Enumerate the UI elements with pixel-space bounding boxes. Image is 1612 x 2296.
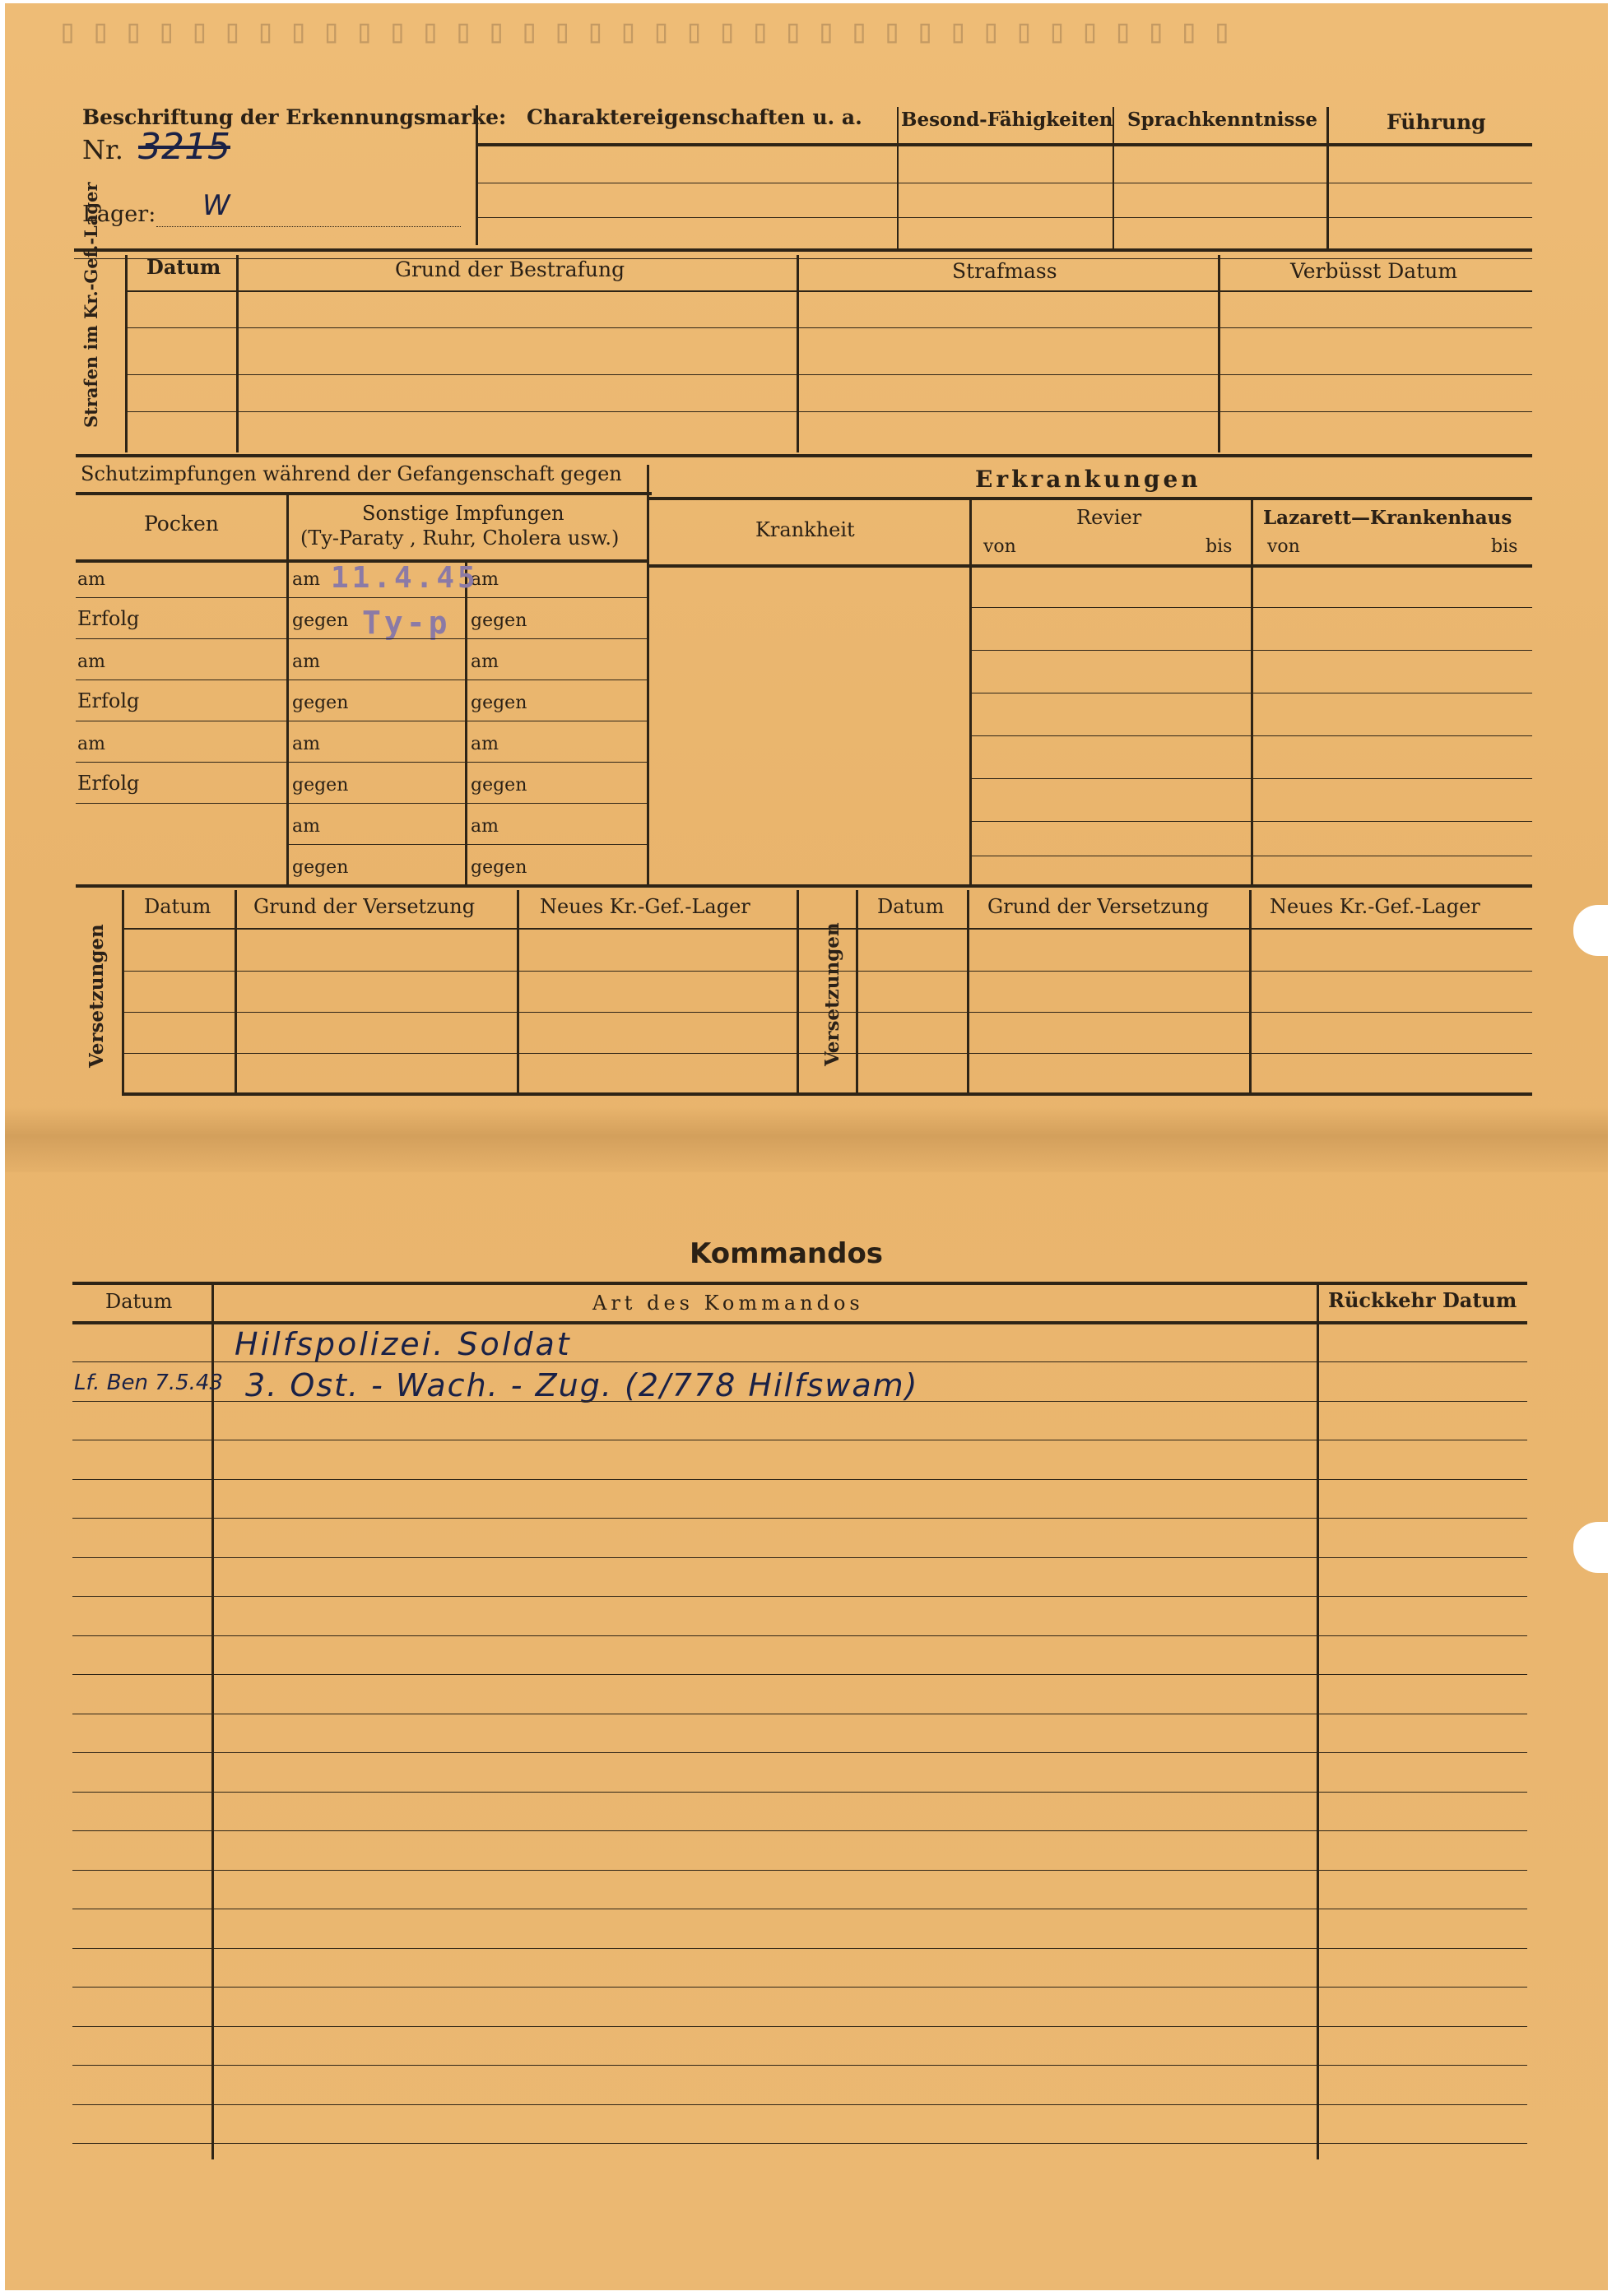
kommandos-row-line: [72, 1987, 1527, 1988]
sonstige-right-row-5: am: [471, 734, 499, 754]
kommandos-row-line: [72, 1596, 1527, 1597]
vers-right-grund: Grund der Versetzung: [987, 895, 1210, 918]
kommandos-row-line: [72, 1518, 1527, 1519]
kommandos-divider-1: [211, 1283, 214, 2159]
krankheit-header: Krankheit: [755, 518, 855, 541]
strafen-bottom-rule: [76, 454, 1532, 457]
sonstige-right-row-6: gegen: [471, 775, 527, 795]
kommandos-row-line: [72, 1870, 1527, 1871]
strafen-divider-1: [236, 255, 239, 452]
vers-right-datum: Datum: [877, 895, 945, 918]
sonstige-right-row-2: gegen: [471, 610, 527, 631]
vers-left-datum: Datum: [144, 895, 211, 918]
strafen-side-label: Strafen im Kr.-Gef.-Lager: [81, 182, 101, 428]
revier-header: Revier: [1076, 506, 1142, 529]
strafen-row-1: [125, 327, 1532, 328]
erkrankungen-header-bottom: [647, 564, 1532, 568]
erk-rule-1: [969, 607, 1532, 608]
top-divider-1: [476, 105, 478, 245]
sonstige-header-2: (Ty-Paraty , Ruhr, Cholera usw.): [300, 526, 620, 550]
vers-left-border-1: [122, 890, 124, 1096]
kommandos-divider-2: [1317, 1283, 1319, 2159]
erkrankungen-heading-rule: [647, 497, 1532, 500]
lazarett-header: Lazarett—Krankenhaus: [1263, 507, 1512, 529]
versetzungen-side-label-left: Versetzungen: [86, 924, 108, 1068]
vers-right-border-1: [856, 890, 858, 1096]
pocken-row-5: am: [77, 734, 105, 754]
sprach-header: Sprachkenntnisse: [1127, 109, 1318, 131]
sonstige-right-row-8: gegen: [471, 857, 527, 878]
strafen-grund-header: Grund der Bestrafung: [395, 257, 625, 281]
strafen-header-rule: [125, 290, 1532, 292]
kommandos-row-line: [72, 2143, 1527, 2144]
impfungen-heading: Schutzimpfungen während der Gefangenschaft gegen: [81, 462, 622, 485]
sonstige-mid-row-6: gegen: [292, 775, 349, 795]
vers-left-grund: Grund der Versetzung: [253, 895, 476, 918]
sonstige-right-row-1: am: [471, 569, 499, 590]
top-divider-2: [897, 107, 899, 251]
impf-section-bottom-rule: [76, 884, 1532, 888]
kommandos-datum-header: Datum: [105, 1290, 173, 1313]
vers-rule-3: [122, 1053, 1532, 1054]
sonstige-mid-row-5: am: [292, 734, 320, 754]
pocken-row-2: Erfolg: [77, 607, 140, 630]
sonstige-mid-row-2: gegen: [292, 610, 349, 631]
sonstige-right-row-3: am: [471, 652, 499, 672]
lazarett-bis: bis: [1491, 536, 1518, 557]
erk-rule-2: [969, 650, 1532, 651]
id-tag-heading: Beschriftung der Erkennungsmarke:: [82, 105, 507, 129]
kommandos-row-line: [72, 1752, 1527, 1753]
nr-label: Nr.: [82, 134, 123, 165]
erk-rule-6: [969, 821, 1532, 822]
impf-rule-5: [76, 762, 648, 763]
erkrankungen-divider-1: [969, 500, 972, 887]
impfungen-divider-1: [286, 494, 289, 887]
kommandos-row-line: [72, 1948, 1527, 1949]
kommandos-rueckkehr-header: Rückkehr Datum: [1328, 1288, 1517, 1312]
sonstige-mid-row-4: gegen: [292, 693, 349, 713]
strafen-verbuesst-header: Verbüsst Datum: [1290, 259, 1458, 283]
impfungen-divider-2: [465, 559, 467, 887]
sonstige-mid-row-1: am: [292, 569, 320, 590]
vers-header-rule: [122, 928, 1532, 930]
kommandos-art-header: Art des Kommandos: [592, 1292, 864, 1315]
impf-rule-2: [76, 638, 648, 639]
top-header-rule: [477, 143, 1532, 146]
fuehrung-header: Führung: [1387, 110, 1486, 134]
lager-dotted-line: [156, 226, 461, 227]
pocken-header: Pocken: [144, 512, 219, 536]
kommandos-row-line: [72, 1792, 1527, 1793]
kommandos-top-rule: [72, 1282, 1527, 1285]
strafen-datum-header: Datum: [146, 255, 221, 279]
strafen-row-2: [125, 374, 1532, 375]
strafen-divider-2: [797, 255, 799, 452]
strafen-left-border: [125, 255, 128, 452]
top-section-bottom-rule: [74, 248, 1532, 252]
impfungen-heading-rule: [76, 492, 652, 495]
kommandos-title: Kommandos: [690, 1237, 884, 1270]
strafen-divider-3: [1218, 255, 1220, 452]
kommandos-entry-line2: 3. Ost. - Wach. - Zug. (2/778 Hilfswam): [245, 1367, 919, 1403]
vers-right-divider-1: [967, 890, 969, 1096]
vers-left-divider-3: [797, 890, 799, 1096]
kommandos-row-line: [72, 1361, 1527, 1362]
vers-right-divider-2: [1249, 890, 1252, 1096]
top-row-line-2: [477, 217, 1532, 218]
pocken-row-6: Erfolg: [77, 772, 140, 795]
vaccination-date-stamp: 11.4.45: [331, 561, 479, 595]
sonstige-right-row-7: am: [471, 816, 499, 837]
lazarett-von: von: [1267, 536, 1300, 557]
vers-left-divider-2: [517, 890, 519, 1096]
impf-rule-7: [286, 844, 648, 845]
kommandos-row-line: [72, 1635, 1527, 1636]
erkrankungen-divider-2: [1251, 500, 1253, 887]
kommandos-header-rule: [72, 1321, 1527, 1324]
vers-rule-2: [122, 1012, 1532, 1013]
top-divider-3: [1113, 107, 1114, 251]
erkrankungen-heading: Erkrankungen: [975, 466, 1201, 493]
vers-rule-1: [122, 971, 1532, 972]
vers-bottom-rule: [122, 1092, 1532, 1096]
versetzungen-side-label-right: Versetzungen: [821, 922, 843, 1066]
sonstige-right-row-4: gegen: [471, 693, 527, 713]
sonstige-mid-row-8: gegen: [292, 857, 349, 878]
vers-left-neues: Neues Kr.-Gef.-Lager: [540, 895, 750, 918]
vers-right-neues: Neues Kr.-Gef.-Lager: [1270, 895, 1480, 918]
kommandos-row-line: [72, 1557, 1527, 1558]
pocken-row-3: am: [77, 652, 105, 672]
sonstige-mid-row-3: am: [292, 652, 320, 672]
kommandos-row-line: [72, 2026, 1527, 2027]
erk-rule-4: [969, 735, 1532, 736]
kommandos-row-line: [72, 2104, 1527, 2105]
pocken-row-1: am: [77, 569, 105, 590]
kommandos-row-line: [72, 2065, 1527, 2066]
charakter-header: Charaktereigenschaften u. a.: [527, 105, 862, 129]
sonstige-header-1: Sonstige Impfungen: [362, 502, 564, 525]
vaccination-type-stamp: Ty-p: [362, 605, 451, 641]
sonstige-mid-row-7: am: [292, 816, 320, 837]
pocken-row-4: Erfolg: [77, 689, 140, 712]
kommandos-row-line: [72, 1830, 1527, 1831]
besond-header: Besond-Fähigkeiten: [901, 109, 1113, 131]
impf-rule-6: [76, 803, 648, 804]
revier-bis: bis: [1206, 536, 1233, 557]
nr-value: 3215: [138, 126, 230, 168]
strafen-row-3: [125, 411, 1532, 412]
kommandos-entry-line1: Hilfspolizei. Soldat: [235, 1326, 572, 1362]
bleed-through-text: ▯▯▯▯▯▯▯▯▯▯▯▯▯▯▯▯▯▯▯▯▯▯▯▯▯▯▯▯▯▯▯▯▯▯▯▯: [58, 12, 1245, 50]
kommandos-row-line: [72, 1401, 1527, 1402]
kommandos-row-line: [72, 1674, 1527, 1675]
erk-rule-5: [969, 778, 1532, 779]
impf-rule-1: [76, 597, 648, 598]
kommandos-row-line: [72, 1479, 1527, 1480]
impfungen-right-border: [647, 465, 649, 887]
top-divider-4: [1326, 107, 1329, 251]
revier-von: von: [983, 536, 1016, 557]
fold-crease: [5, 1106, 1608, 1172]
kommandos-entry-date: Lf. Ben 7.5.43: [74, 1371, 223, 1395]
strafen-strafmass-header: Strafmass: [952, 259, 1057, 283]
vers-left-divider-1: [235, 890, 237, 1096]
lager-label: Lager:: [82, 202, 156, 227]
lager-value: W: [202, 189, 230, 222]
